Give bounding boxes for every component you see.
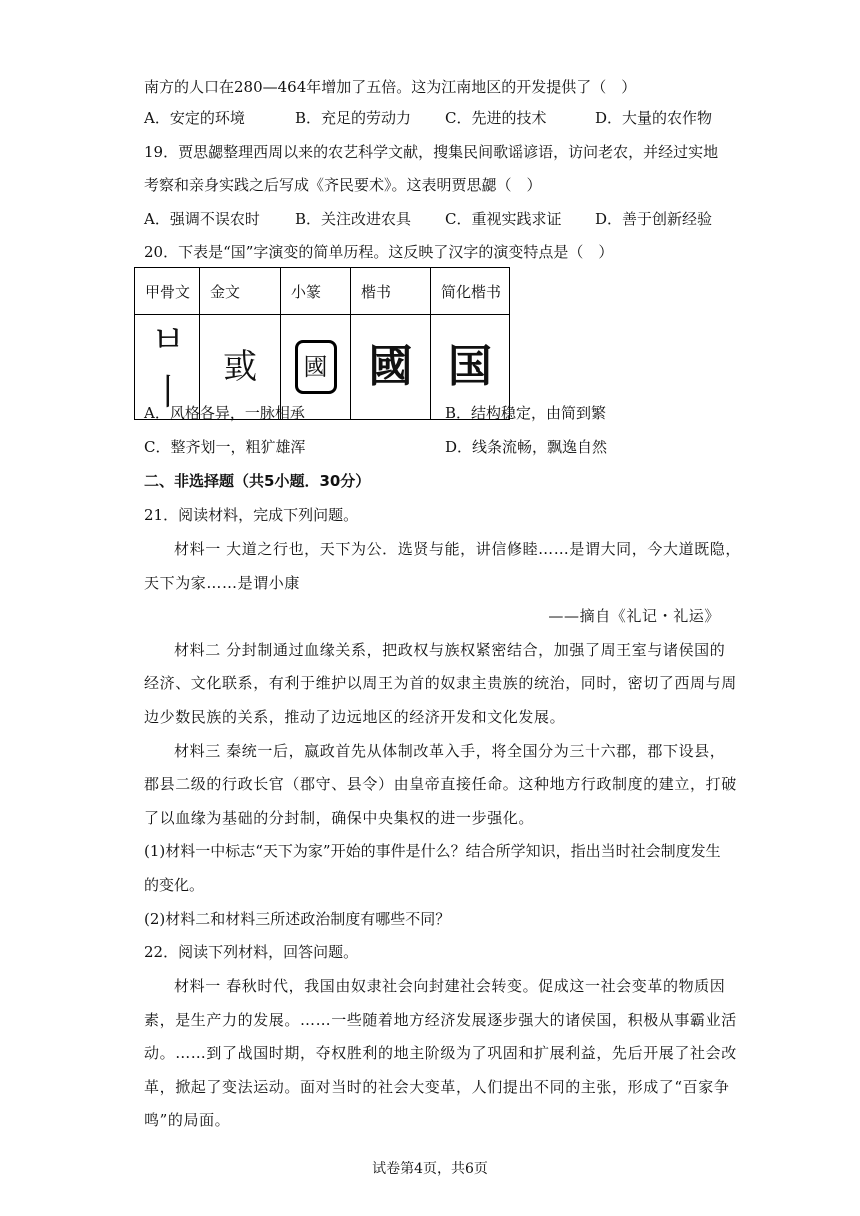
header-regular: 楷书 (351, 268, 431, 315)
q19-option-a: A．强调不误农时 (144, 210, 260, 228)
q21-material3-line3: 了以血缘为基础的分封制，确保中央集权的进一步强化。 (144, 809, 535, 827)
q21-material2-line2: 经济、文化联系，有利于维护以周王为首的奴隶主贵族的统治，同时，密切了西周与周 (144, 674, 737, 692)
q21-material2-line1: 材料二 分封制通过血缘关系，把政权与族权紧密结合，加强了周王室与诸侯国的 (174, 641, 726, 659)
q20-option-d: D．线条流畅，飘逸自然 (445, 438, 608, 456)
q21-sub1-line2: 的变化。 (144, 876, 205, 894)
q21-material1-line1: 材料一 大道之行也，天下为公．选贤与能，讲信修睦……是谓大同，今大道既隐， (174, 540, 741, 558)
q18-option-d: D．大量的农作物 (595, 109, 713, 127)
q22-material1-line4: 革，掀起了变法运动。面对当时的社会大变革，人们提出不同的主张，形成了“百家争 (144, 1078, 730, 1096)
glyph-small-seal: 國 (295, 340, 337, 394)
q18-option-c: C．先进的技术 (445, 109, 547, 127)
section-title: 二、非选择题（共5小题．30分） (144, 472, 371, 490)
q20-stem: 20．下表是“国”字演变的简单历程。这反映了汉字的演变特点是（ ） (144, 243, 614, 261)
q21-material2-line3: 边少数民族的关系，推动了边远地区的经济开发和文化发展。 (144, 708, 566, 726)
q21-stem: 21．阅读材料，完成下列问题。 (144, 506, 359, 524)
glyph-regular: 國 (368, 341, 413, 392)
q18-option-a: A．安定的环境 (144, 109, 245, 127)
q22-material1-line1: 材料一 春秋时代，我国由奴隶社会向封建社会转变。促成这一社会变革的物质因 (174, 977, 726, 995)
q21-sub2: (2)材料二和材料三所述政治制度有哪些不同？ (144, 910, 451, 928)
glyph-regular-cell (351, 315, 431, 420)
q21-material3-line2: 郡县二级的行政长官（郡守、县令）由皇帝直接任命。这种地方行政制度的建立，打破 (144, 775, 737, 793)
q20-option-a: A．风格各异，一脉相承 (144, 404, 305, 422)
q19-stem-line2: 考察和亲身实践之后写成《齐民要术》。这表明贾思勰（ ） (144, 176, 542, 194)
header-simplified: 简化楷书 (431, 268, 510, 315)
q21-material1-line2: 天下为家……是谓小康 (144, 574, 301, 592)
q21-sub1-line1: (1)材料一中标志“天下为家”开始的事件是什么？结合所学知识，指出当时社会制度发生 (144, 842, 721, 860)
q20-option-b: B．结构稳定，由简到繁 (445, 404, 607, 422)
q21-material1-source: ——摘自《礼记・礼运》 (548, 607, 720, 625)
glyph-bronze: 戜 (223, 347, 257, 387)
q21-material3-line1: 材料三 秦统一后，嬴政首先从体制改革入手，将全国分为三十六郡，郡下设县， (174, 742, 726, 760)
q18-option-b: B．充足的劳动力 (295, 109, 412, 127)
character-evolution-table (134, 267, 510, 420)
q22-material1-line3: 动。……到了战国时期，夺权胜利的地主阶级为了巩固和扩展利益，先后开展了社会改 (144, 1044, 737, 1062)
q19-option-d: D．善于创新经验 (595, 210, 713, 228)
glyph-simplified: 国 (448, 341, 492, 392)
page-footer: 试卷第4页，共6页 (372, 1161, 488, 1177)
q19-stem-line1: 19．贾思勰整理西周以来的农艺科学文献，搜集民间歌谣谚语，访问老农，并经过实地 (144, 143, 719, 161)
header-oracle-bone: 甲骨文 (135, 268, 200, 315)
q22-material1-line5: 鸣”的局面。 (144, 1111, 231, 1129)
q18-stem-end: 南方的人口在280—464年增加了五倍。这为江南地区的开发提供了（ ） (144, 78, 637, 96)
q22-stem: 22．阅读下列材料，回答问题。 (144, 943, 359, 961)
glyph-oracle-bone: ㅂ丨 (149, 320, 184, 413)
q22-material1-line2: 素，是生产力的发展。……一些随着地方经济发展逐步强大的诸侯国，积极从事霸业活 (144, 1011, 737, 1029)
q19-option-b: B．关注改进农具 (295, 210, 412, 228)
header-small-seal: 小篆 (281, 268, 351, 315)
q20-option-c: C．整齐划一，粗犷雄浑 (144, 438, 306, 456)
q19-option-c: C．重视实践求证 (445, 210, 562, 228)
header-bronze: 金文 (200, 268, 281, 315)
